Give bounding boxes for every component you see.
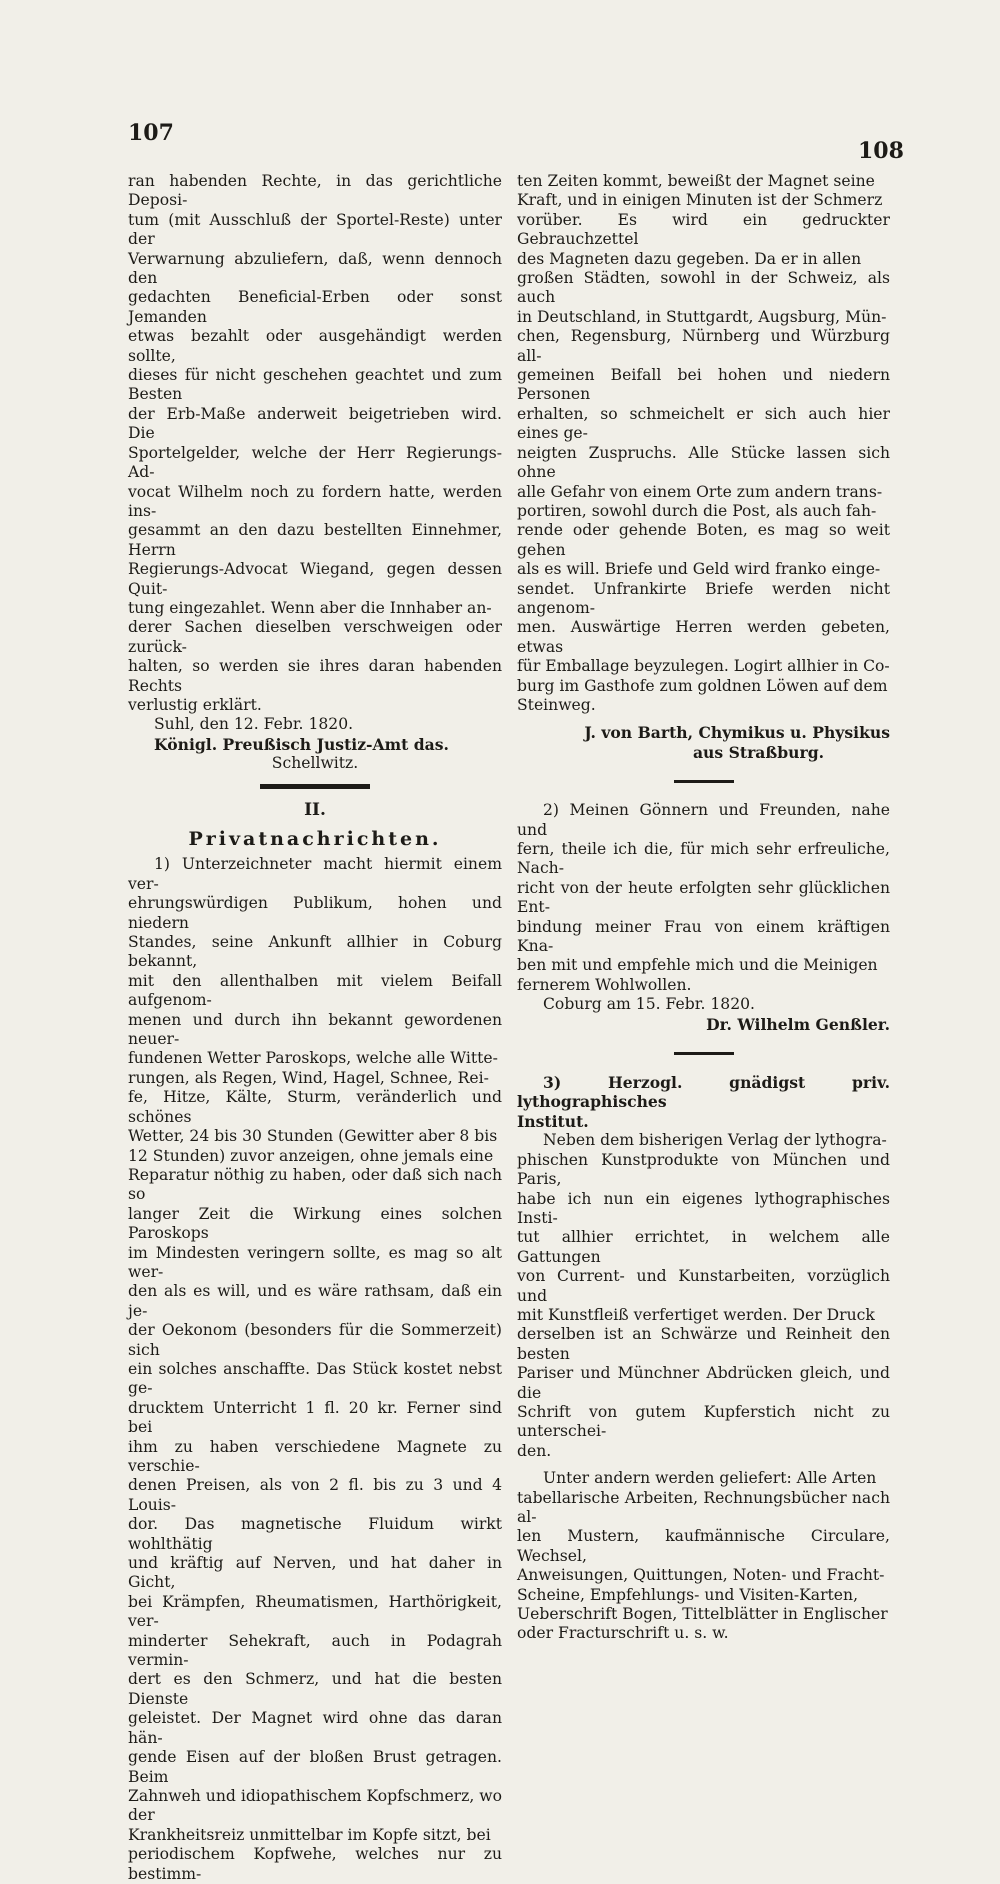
text-line: minderter Sehekraft, auch in Podagrah vermin- — [128, 1631, 502, 1670]
text-line: richt von der heute erfolgten sehr glücklichen Ent- — [517, 878, 890, 917]
text-line: großen Städten, sowohl in der Schweiz, als auch — [517, 269, 890, 307]
text-line: den. — [517, 1441, 552, 1460]
text-line: der Erb-Maße anderweit beigetrieben wird. Die — [128, 404, 502, 443]
text-line: alle Gefahr von einem Orte zum andern trans- — [517, 482, 883, 501]
text-line: dieses für nicht geschehen geachtet und zum Besten — [128, 366, 502, 404]
text-line: vocat Wilhelm noch zu fordern hatte, werden ins- — [128, 482, 502, 520]
text-line: Neben dem bisherigen Verlag der lythogra- — [543, 1131, 887, 1150]
notice-1-signature: J. von Barth, Chymikus u. Physikus — [584, 723, 890, 743]
text-line: in Deutschland, in Stuttgardt, Augsburg, Mün- — [517, 307, 887, 326]
signature: Schellwitz. — [271, 754, 359, 773]
text-line: chen, Regensburg, Nürnberg und Würzburg all- — [517, 327, 890, 365]
text-line: dor. Das magnetische Fluidum wirkt wohlthätig — [128, 1515, 502, 1553]
text-line: für Emballage beyzulegen. Logirt allhier in Co- — [517, 657, 890, 676]
text-line: halten, so werden sie ihres daran habenden Rechts — [128, 657, 502, 695]
left-column — [128, 172, 502, 1884]
notice-3-paragraph-1 — [517, 1131, 890, 1461]
notice-1 — [128, 855, 502, 1884]
notice-2-signature: Dr. Wilhelm Genßler. — [706, 1014, 890, 1034]
notice-1-signature-origin: aus Straßburg. — [692, 742, 825, 762]
text-line: gedachten Beneficial-Erben oder sonst Jemanden — [128, 288, 502, 326]
text-line: tung eingezahlet. Wenn aber die Innhaber an- — [128, 598, 492, 617]
text-line: menen und durch ihn bekannt gewordenen neuer- — [128, 1010, 502, 1049]
text-line: dert es den Schmerz, und hat die besten Dienste — [128, 1670, 502, 1708]
text-line: fernerem Wohlwollen. — [517, 975, 692, 994]
text-line: Regierungs-Advocat Wiegand, gegen dessen Quit- — [128, 560, 502, 598]
text-line: rungen, als Regen, Wind, Hagel, Schnee, Rei- — [128, 1068, 489, 1087]
place-date: Suhl, den 12. Febr. 1820. — [154, 715, 354, 734]
text-line: verlustig erklärt. — [128, 695, 262, 714]
text-line: gesammt an den dazu bestellten Einnehmer, Herrn — [128, 521, 502, 559]
text-line: Wetter, 24 bis 30 Stunden (Gewitter aber 8 bis — [128, 1127, 498, 1146]
text-line: 1) Unterzeichneter macht hiermit einem ver- — [128, 855, 502, 893]
text-line: sendet. Unfrankirte Briefe werden nicht angenom- — [517, 579, 890, 617]
text-line: rende oder gehende Boten, es mag so weit gehen — [517, 521, 890, 559]
text-line: Anweisungen, Quittungen, Noten- und Fracht- — [517, 1566, 885, 1585]
text-line: Unter andern werden geliefert: Alle Arten — [543, 1469, 877, 1488]
section-number: II. — [304, 799, 326, 820]
text-line: der Oekonom (besonders für die Sommerzeit) sich — [128, 1321, 502, 1359]
text-line: als es will. Briefe und Geld wird franko einge- — [517, 560, 881, 579]
text-line: den als es will, und es wäre rathsam, daß ein je- — [128, 1282, 502, 1320]
text-line: periodischem Kopfwehe, welches nur zu bestimm- — [128, 1845, 502, 1883]
text-line: gende Eisen auf der bloßen Brust getragen. Beim — [128, 1748, 502, 1786]
text-line: mit den allenthalben mit vielem Beifall aufgenom- — [128, 971, 502, 1010]
text-line: Ueberschrift Bogen, Tittelblätter in Englischer — [517, 1605, 888, 1624]
text-line: bei Krämpfen, Rheumatismen, Harthörigkeit, ver- — [128, 1592, 502, 1631]
text-line: 12 Stunden) zuvor anzeigen, ohne jemals eine — [128, 1146, 494, 1165]
text-line: ben mit und empfehle mich und die Meinigen — [517, 956, 878, 975]
text-line: fe, Hitze, Kälte, Sturm, veränderlich und schönes — [128, 1088, 502, 1126]
text-line: Schrift von gutem Kupferstich nicht zu unterschei- — [517, 1402, 890, 1441]
text-line: Scheine, Empfehlungs- und Visiten-Karten, — [517, 1585, 859, 1604]
text-line: bindung meiner Frau von einem kräftigen Kna- — [517, 917, 890, 956]
text-line: neigten Zuspruchs. Alle Stücke lassen sich ohne — [517, 443, 890, 482]
text-line: geleistet. Der Magnet wird ohne das daran hän- — [128, 1709, 502, 1747]
text-line: men. Auswärtige Herren werden gebeten, etwas — [517, 618, 890, 656]
notice-2-place-date: Coburg am 15. Febr. 1820. — [543, 995, 756, 1014]
text-line: ran habenden Rechte, in das gerichtliche Deposi- — [128, 172, 502, 210]
issuing-authority: Königl. Preußisch Justiz-Amt das. — [154, 734, 449, 754]
text-line: und kräftig auf Nerven, und hat daher in Gicht, — [128, 1554, 502, 1592]
text-line: gemeinen Beifall bei hohen und niedern Personen — [517, 366, 890, 404]
right-column — [517, 172, 890, 1644]
text-line: vorüber. Es wird ein gedruckter Gebrauchzettel — [517, 210, 890, 249]
text-line: derer Sachen dieselben verschweigen oder zurück- — [128, 618, 502, 656]
text-line: mit Kunstfleiß verfertiget werden. Der Druck — [517, 1305, 875, 1324]
text-line: Standes, seine Ankunft allhier in Coburg bekannt, — [128, 933, 502, 971]
text-line: Steinweg. — [517, 695, 596, 714]
text-line: ehrungswürdigen Publikum, hohen und niedern — [128, 894, 502, 932]
text-line: fern, theile ich die, für mich sehr erfreuliche, Nach- — [517, 840, 890, 878]
text-line: tut allhier errichtet, in welchem alle Gattungen — [517, 1228, 890, 1266]
text-line: ein solches anschaffte. Das Stück kostet nebst ge- — [128, 1359, 502, 1398]
text-line: etwas bezahlt oder ausgehändigt werden sollte, — [128, 327, 502, 365]
text-line: derselben ist an Schwärze und Reinheit den besten — [517, 1325, 890, 1363]
text-line: fundenen Wetter Paroskops, welche alle Witte- — [128, 1049, 498, 1068]
text-line: langer Zeit die Wirkung eines solchen Paroskops — [128, 1204, 502, 1243]
notice-3-heading: 3) Herzogl. gnädigst priv. lythographisches — [517, 1073, 890, 1112]
text-line: Sportelgelder, welche der Herr Regierungs-Ad- — [128, 443, 502, 482]
text-line: drucktem Unterricht 1 fl. 20 kr. Ferner sind bei — [128, 1398, 502, 1437]
notice-3-heading-cont: Institut. — [517, 1111, 589, 1131]
text-line: ihm zu haben verschiedene Magnete zu verschie- — [128, 1437, 502, 1475]
text-line: len Mustern, kaufmännische Circulare, Wechsel, — [517, 1527, 890, 1565]
notice-divider — [674, 780, 734, 783]
text-line: phischen Kunstprodukte von München und Paris, — [517, 1150, 890, 1189]
text-line: im Mindesten veringern sollte, es mag so alt wer- — [128, 1243, 502, 1281]
text-line: Kraft, und in einigen Minuten ist der Schmerz — [517, 191, 883, 210]
text-line: denen Preisen, als von 2 fl. bis zu 3 und 4 Louis- — [128, 1476, 502, 1514]
text-line: Verwarnung abzuliefern, daß, wenn dennoch den — [128, 249, 502, 288]
text-line: Reparatur nöthig zu haben, oder daß sich nach so — [128, 1165, 502, 1204]
text-line: Pariser und Münchner Abdrücken gleich, und die — [517, 1364, 890, 1402]
text-line: erhalten, so schmeichelt er sich auch hier eines ge- — [517, 404, 890, 443]
notice-divider — [674, 1052, 734, 1055]
text-line: von Current- und Kunstarbeiten, vorzüglich und — [517, 1267, 890, 1305]
page-number-right: 108 — [858, 138, 904, 164]
page-number-left: 107 — [128, 120, 174, 146]
section-title: Privatnachrichten. — [188, 828, 442, 850]
text-line: habe ich nun ein eigenes lythographisches Insti- — [517, 1189, 890, 1227]
text-line: tabellarische Arbeiten, Rechnungsbücher nach al- — [517, 1488, 890, 1526]
notice-1-continued — [517, 172, 890, 715]
section-divider — [260, 784, 370, 789]
text-line: oder Fracturschrift u. s. w. — [517, 1624, 729, 1643]
intro-paragraph — [128, 172, 502, 715]
text-line: tum (mit Ausschluß der Sportel-Reste) unter der — [128, 210, 502, 249]
text-line: burg im Gasthofe zum goldnen Löwen auf dem — [517, 676, 888, 695]
text-line: Krankheitsreiz unmittelbar im Kopfe sitzt, bei — [128, 1825, 491, 1844]
text-line: 2) Meinen Gönnern und Freunden, nahe und — [517, 801, 890, 839]
notice-3-paragraph-2 — [517, 1469, 890, 1644]
notice-2 — [517, 801, 890, 995]
text-line: des Magneten dazu gegeben. Da er in allen — [517, 249, 862, 268]
text-line: Zahnweh und idiopathischem Kopfschmerz, wo der — [128, 1786, 502, 1825]
text-line: ten Zeiten kommt, beweißt der Magnet seine — [517, 172, 875, 190]
text-line: portiren, sowohl durch die Post, als auch fah- — [517, 501, 877, 520]
